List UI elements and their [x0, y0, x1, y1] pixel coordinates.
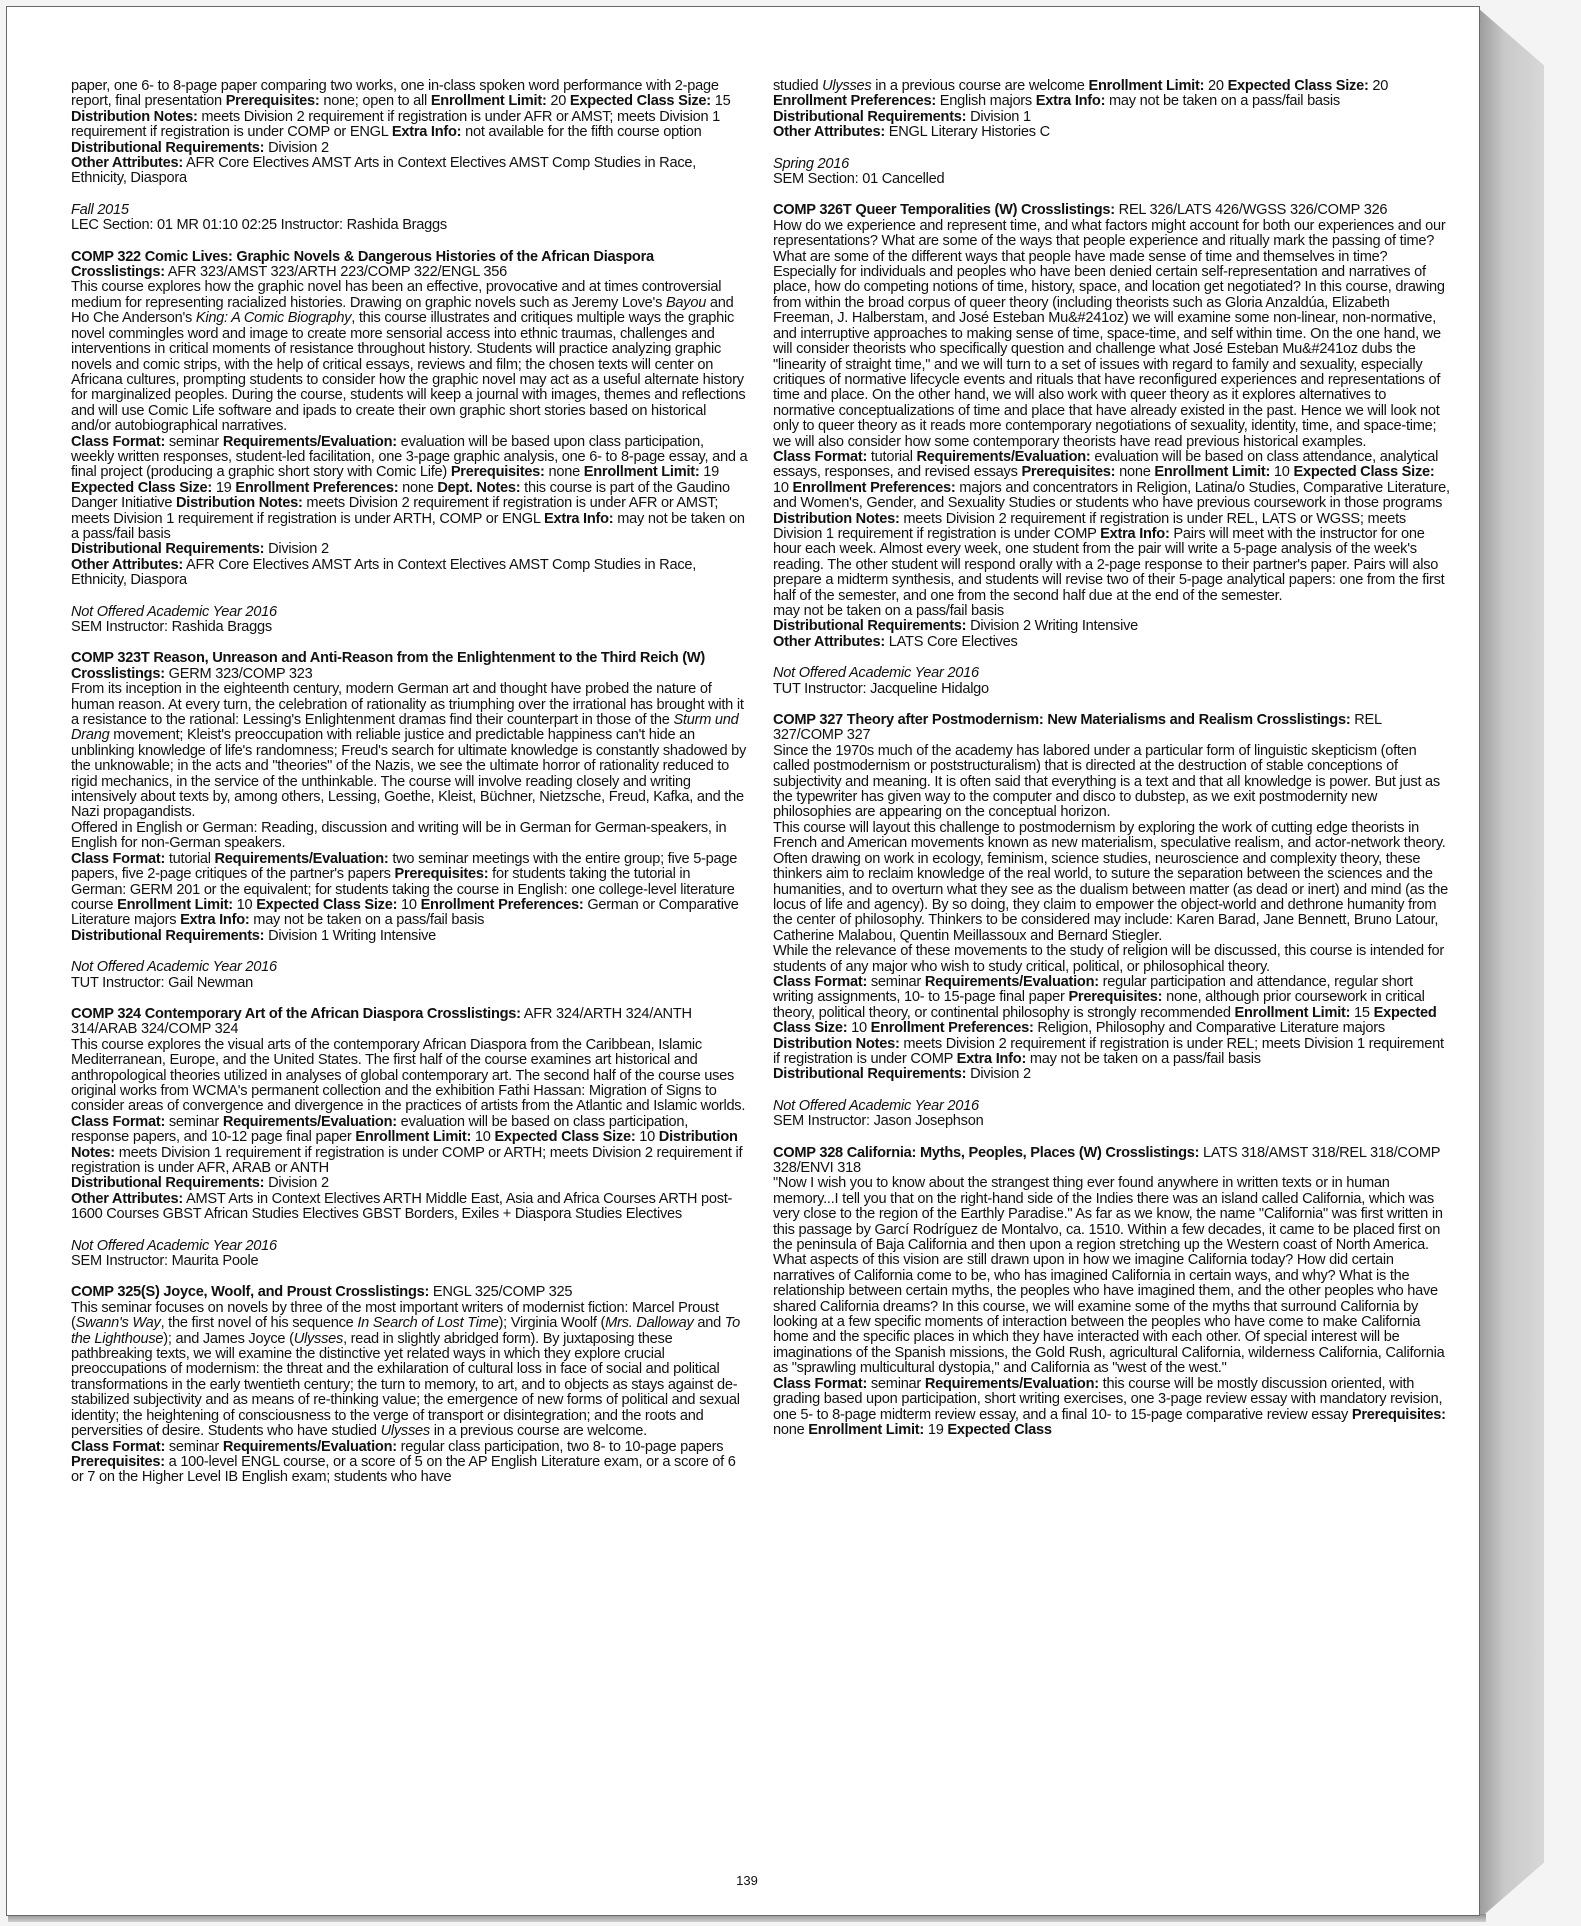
text-paragraph: Distributional Requirements: Division 2: [773, 1066, 1031, 1083]
text-paragraph: Offered in English or German: Reading, discussion and writing will be in German for German-speakers, in English for non-German speakers.: [71, 819, 727, 852]
text-paragraph: TUT Instructor: Gail Newman: [71, 974, 253, 991]
text-paragraph: COMP 323T Reason, Unreason and Anti-Reason from the Enlightenment to the Third Reich (W) Crosslistings: GERM 323/COMP 323: [71, 650, 705, 682]
text-paragraph: This course explores the visual arts of the contemporary African Diaspora from the Caribbean, Islamic Mediterranean, Europe, and the United States. The first half of the course examines art historical and anthropological theories utilized in analyses of global contemporary art. The second half of the course uses original works from WCMA's permanent collection and the exhibition Fathi Hassan: Migration of Signs to consider areas of convergence and divergence in the practices of artists from the Atlantic and Islamic worlds.: [71, 1036, 746, 1115]
text-paragraph: paper, one 6- to 8-page paper comparing two works, one in-class spoken word performance with 2-page report, final presentation Prerequisites: none; open to all Enrollment Limit: 20 Expected Class Size: 15 Distribution Notes: meets Division 2 requirement if registration is under AFR or AMST; meets Division 1 requirement if registration is under COMP or ENGL Extra Info: not available for the fifth course option: [71, 78, 731, 141]
text-paragraph: SEM Instructor: Jason Josephson: [773, 1113, 984, 1130]
paragraph-gap: [71, 635, 749, 651]
text-paragraph: While the relevance of these movements to the study of religion will be discussed, this course is intended for students of any major who wish to study critical, political, or philosophical theory.: [773, 943, 1444, 975]
paragraph-gap: [71, 234, 749, 250]
term-heading: Spring 2016: [773, 155, 849, 172]
paragraph-gap: [773, 1083, 1451, 1099]
paragraph-gap: [773, 697, 1451, 713]
text-paragraph: Distributional Requirements: Division 2: [71, 541, 329, 558]
text-paragraph: COMP 328 California: Myths, Peoples, Places (W) Crosslistings: LATS 318/AMST 318/REL 318/COMP 328/ENVI 318: [773, 1144, 1440, 1176]
paragraph-gap: [71, 589, 749, 605]
text-paragraph: Other Attributes: AMST Arts in Context Electives ARTH Middle East, Asia and Africa Courses ARTH post-1600 Courses GBST African Studies Electives GBST Borders, Exiles + Diaspora Studies Electives: [71, 1190, 733, 1223]
paragraph-gap: [773, 187, 1451, 203]
term-heading: Not Offered Academic Year 2016: [773, 665, 979, 682]
text-paragraph: COMP 327 Theory after Postmodernism: New Materialisms and Realism Crosslistings: REL 327/COMP 327: [773, 712, 1382, 744]
text-paragraph: LEC Section: 01 MR 01:10 02:25 Instructor: Rashida Braggs: [71, 217, 447, 234]
text-paragraph: TUT Instructor: Jacqueline Hidalgo: [773, 680, 989, 697]
text-paragraph: COMP 324 Contemporary Art of the African Diaspora Crosslistings: AFR 324/ARTH 324/ANTH 314/ARAB 324/COMP 324: [71, 1005, 692, 1038]
text-paragraph: COMP 322 Comic Lives: Graphic Novels & Dangerous Histories of the African Diaspora Crosslistings: AFR 323/AMST 323/ARTH 223/COMP 322/ENGL 356: [71, 248, 654, 281]
term-heading: Not Offered Academic Year 2016: [71, 1237, 277, 1254]
text-paragraph: SEM Section: 01 Cancelled: [773, 171, 945, 188]
text-paragraph: SEM Instructor: Rashida Braggs: [71, 619, 272, 635]
term-heading: Not Offered Academic Year 2016: [71, 959, 277, 976]
text-paragraph: Other Attributes: AFR Core Electives AMST Arts in Context Electives AMST Comp Studies in Race, Ethnicity, Diaspora: [71, 155, 697, 187]
text-paragraph: Other Attributes: LATS Core Electives: [773, 633, 1018, 650]
text-paragraph: COMP 326T Queer Temporalities (W) Crosslistings: REL 326/LATS 426/WGSS 326/COMP 326: [773, 202, 1388, 219]
text-paragraph: may not be taken on a pass/fail basis: [773, 603, 1004, 619]
text-paragraph: This course explores how the graphic novel has been an effective, provocative and at times controversial medium for representing racialized histories. Drawing on graphic novels such as Jeremy Love's Bayou and Ho Che Anderson's King: A Comic Biography, this course illustrates and critiques multiple ways the graphic novel commingles word and image to create more sensorial access into ethnic traumas, challenges and interventions in critical moments of resistance throughout history. Students will practice analyzing graphic novels and comic strips, with the help of critical essays, reviews and film; the chosen texts will center on Africana cultures, prompting students to consider how the graphic novel may act as a useful alternate history for marginalized peoples. During the course, students will keep a journal with images, themes and reflections and will use Comic Life software and ipads to create their own graphic short stories based on historical and/or autobiographical narratives.: [71, 279, 746, 435]
text-paragraph: Class Format: tutorial Requirements/Evaluation: two seminar meetings with the entire group; five 5-page papers, five 2-page critiques of the partner's papers Prerequisites: for students taking the tutorial in German: GERM 201 or the equivalent; for students taking the course in English: one college-level literature course Enrollment Limit: 10 Expected Class Size: 10 Enrollment Preferences: German or Comparative Literature majors Extra Info: may not be taken on a pass/fail basis: [71, 850, 739, 929]
paragraph-gap: [71, 1269, 749, 1285]
paragraph-gap: [773, 1130, 1451, 1146]
text-paragraph: Distributional Requirements: Division 2: [71, 1175, 329, 1192]
text-paragraph: Other Attributes: ENGL Literary Histories C: [773, 124, 1050, 141]
text-paragraph: Other Attributes: AFR Core Electives AMST Arts in Context Electives AMST Comp Studies in Race, Ethnicity, Diaspora: [71, 556, 697, 589]
text-paragraph: Class Format: tutorial Requirements/Evaluation: evaluation will be based on class attendance, analytical essays, responses, and revised essays Prerequisites: none Enrollment Limit: 10 Expected Class Size: 10 Enrollment Preferences: majors and concentrators in Religion, Latina/o Studies, Comparative Literature, and Women's, Gender, and Sexuality Studies or students who have previous coursework in those programs Distribution Notes: meets Division 2 requirement if registration is under REL, LATS or WGSS; meets Division 1 requirement if registration is under COMP Extra Info: Pairs will meet with the instructor for one hour each week. Almost every week, one student from the pair will write a 5-page analysis of the week's reading. The other student will respond orally with a 2-page response to their partner's paper. Pairs will also prepare a midterm synthesis, and students will revise two of their 5-page analytical papers: one from the first half of the semester, and one from the second half due at the end of the semester.: [773, 448, 1450, 604]
text-paragraph: COMP 325(S) Joyce, Woolf, and Proust Crosslistings: ENGL 325/COMP 325: [71, 1284, 573, 1301]
text-paragraph: Class Format: seminar Requirements/Evaluation: regular participation and attendance, regular short writing assignments, 10- to 15-page final paper Prerequisites: none, although prior coursework in critical theory, political theory, or continental philosophy is strongly recommended Enrollment Limit: 15 Expected Class Size: 10 Enrollment Preferences: Religion, Philosophy and Comparative Literature majors Distribution Notes: meets Division 2 requirement if registration is under REL; meets Division 1 requirement if registration is under COMP Extra Info: may not be taken on a pass/fail basis: [773, 973, 1444, 1067]
document-page: [6, 6, 1480, 1916]
paragraph-gap: [71, 187, 749, 203]
text-paragraph: Class Format: seminar Requirements/Evaluation: this course will be mostly discussion oriented, with grading based upon participation, short writing exercises, one 3-page review essay with mandatory revision, one 5- to 8-page midterm review essay, and a final 10- to 15-page comparative review essay Prerequisites: none Enrollment Limit: 19 Expected Class: [773, 1375, 1446, 1438]
page-number: 139: [736, 1873, 758, 1888]
text-paragraph: This seminar focuses on novels by three of the most important writers of modernist fiction: Marcel Proust (Swann's Way, the first novel of his sequence In Search of Lost Time); Virginia Woolf (Mrs. Dalloway and To the Lighthouse); and James Joyce (Ulysses, read in slightly abridged form). By juxtaposing these pathbreaking texts, we will examine the distinctive yet related ways in which they explore crucial preoccupations of modernism: the threat and the exhilaration of cultural loss in face of social and political transformations in the early twentieth century; the turn to memory, to art, and to objects as stays against de-stabilized subjectivity and as means of re-thinking value; the emergence of new forms of political and sexual identity; the heightening of consciousness to the verge of transport or disintegration; and the roots and perversities of desire. Students who have studied Ulysses in a previous course are welcome.: [71, 1299, 740, 1440]
paragraph-gap: [773, 141, 1451, 157]
paragraph-gap: [71, 944, 749, 960]
term-heading: Fall 2015: [71, 201, 129, 218]
text-paragraph: studied Ulysses in a previous course are welcome Enrollment Limit: 20 Expected Class Size: 20 Enrollment Preferences: English majors Extra Info: may not be taken on a pass/fail basis: [773, 78, 1389, 110]
paragraph-gap: [71, 1223, 749, 1239]
term-heading: Not Offered Academic Year 2016: [71, 603, 277, 620]
text-paragraph: "Now I wish you to know about the strangest thing ever found anywhere in written texts or in human memory...I tell you that on the right-hand side of the Indies there was an island called California, which was very close to the region of the Earthly Paradise." As far as we know, the name "California" was first written in this passage by Garcí Rodríguez de Montalvo, ca. 1510. Within a few decades, it came to be placed first on the peninsula of Baja California and then upon a region stretching up the Western coast of North America. What aspects of this vision are still drawn upon in how we imagine California today? How did certain narratives of California come to be, who has imagined California in certain ways, and why? What is the relationship between certain myths, the peoples who have imagined them, and the other peoples who have shared California dreams? In this course, we will examine some of the myths that surround California by looking at a few specific moments of interaction between the peoples who have come to make California home and the specific places in which they have interacted with each other. Of special interest will be imaginations of the Spanish missions, the Gold Rush, agricultural California, wilderness California, California as "sprawling multicultural dystopia," and California as "west of the west.": [773, 1175, 1445, 1377]
right-column: [773, 79, 1451, 1438]
text-paragraph: Class Format: seminar Requirements/Evaluation: regular class participation, two 8- to 10-page papers Prerequisites: a 100-level ENGL course, or a score of 5 on the AP English Literature exam, or a score of 6 or 7 on the Higher Level IB English exam; students who have: [71, 1438, 736, 1486]
paragraph-gap: [773, 650, 1451, 666]
text-paragraph: This course will layout this challenge to postmodernism by exploring the work of cutting edge theorists in French and American movements known as new materialism, speculative realism, and actor-network theory. Often drawing on work in ecology, feminism, science studies, neuroscience and complexity theory, these thinkers aim to reclaim knowledge of the real world, to suture the separation between the sciences and the humanities, and to overturn what they see as the dualism between matter (as dead or inert) and mind (as the locus of life and agency). By so doing, they claim to empower the object-world and dethrone humanity from the center of philosophy. Thinkers to be considered may include: Karen Barad, Jane Bennett, Bruno Latour, Catherine Malabou, Quentin Meillassoux and Bernard Stiegler.: [773, 819, 1448, 944]
text-paragraph: Class Format: seminar Requirements/Evaluation: evaluation will be based upon class participation, weekly written responses, student-led facilitation, one 3-page graphic analysis, one 6- to 8-page essay, and a final project (producing a graphic short story with Comic Life) Prerequisites: none Enrollment Limit: 19 Expected Class Size: 19 Enrollment Preferences: none Dept. Notes: this course is part of the Gaudino Danger Initiative Distribution Notes: meets Division 2 requirement if registration is under AFR or AMST; meets Division 1 requirement if registration is under ARTH, COMP or ENGL Extra Info: may not be taken on a pass/fail basis: [71, 433, 748, 542]
text-paragraph: How do we experience and represent time, and what factors might account for both our experiences and our representations? What are some of the ways that people experience and ritually mark the passing of time? What are some of the different ways that people have made sense of time and themselves in time? Especially for individuals and peoples who have been denied certain self-representation and narratives of place, how do competing notions of time, history, space, and location get negotiated? In this course, drawing from within the broad corpus of queer theory (including theorists such as Gloria Anzaldúa, Elizabeth Freeman, J. Halberstam, and José Esteban Mu&#241oz) we will examine some non-linear, non-normative, and interruptive approaches to making sense of time, space-time, and self within time. On the one hand, we will consider theorists who specifically question and challenge what José Esteban Mu&#241oz dubs the "linearity of straight time," and we will turn to a set of issues with regard to family and sexuality, especially critiques of normative lifecycle events and rituals that have reconfigured experiences and representations of time and place. On the other hand, we will also work with queer theory as it explores alternatives to normative conceptualizations of time and place that have already existed in the past. Hence we will look not only to queer theory as it reads more contemporary negotiations of sexuality, identity, time, and space-time; we will also consider how some contemporary theorists have read previous historical examples.: [773, 217, 1446, 450]
text-paragraph: Distributional Requirements: Division 2 Writing Intensive: [773, 618, 1139, 635]
left-column: [71, 79, 749, 1486]
text-paragraph: Distributional Requirements: Division 1 Writing Intensive: [71, 927, 437, 944]
term-heading: Not Offered Academic Year 2016: [773, 1097, 979, 1114]
text-paragraph: From its inception in the eighteenth century, modern German art and thought have probed the nature of human reason. At every turn, the celebration of rationality as triumphing over the irrational has brought with it a resistance to the rational: Lessing's Enlightenment dramas find their counterpart in those of the Sturm und Drang movement; Kleist's preoccupation with reliable justice and predictable happiness can't hide an unblinking knowledge of life's randomness; Freud's search for ultimate knowledge is constantly shadowed by the unknowable; in the acts and "theories" of the Nazis, we see the ultimate horror of rationality reduced to rigid mechanics, in the service of the unthinkable. The course will involve reading closely and writing intensively about texts by, among others, Lessing, Goethe, Kleist, Büchner, Nietzsche, Freud, Kafka, and the Nazi propagandists.: [71, 681, 747, 821]
text-paragraph: Distributional Requirements: Division 1: [773, 108, 1031, 125]
text-paragraph: Since the 1970s much of the academy has labored under a particular form of linguistic skepticism (often called postmodernism or poststructuralism) that is directed at the destruction of stable conceptions of subjectivity and meaning. It is often said that everything is a text and that all knowledge is power. But just as the typewriter has given way to the computer and disco to dubstep, as we exit postmodernity new philosophies are appearing on the conceptual horizon.: [773, 742, 1440, 821]
text-paragraph: Class Format: seminar Requirements/Evaluation: evaluation will be based on class participation, response papers, and 10-12 page final paper Enrollment Limit: 10 Expected Class Size: 10 Distribution Notes: meets Division 1 requirement if registration is under COMP or ARTH; meets Division 2 requirement if registration is under AFR, ARAB or ANTH: [71, 1113, 743, 1176]
text-paragraph: Distributional Requirements: Division 2: [71, 139, 329, 156]
page-edge-shadow: [1478, 8, 1544, 1920]
paragraph-gap: [71, 991, 749, 1007]
text-paragraph: SEM Instructor: Maurita Poole: [71, 1253, 259, 1270]
